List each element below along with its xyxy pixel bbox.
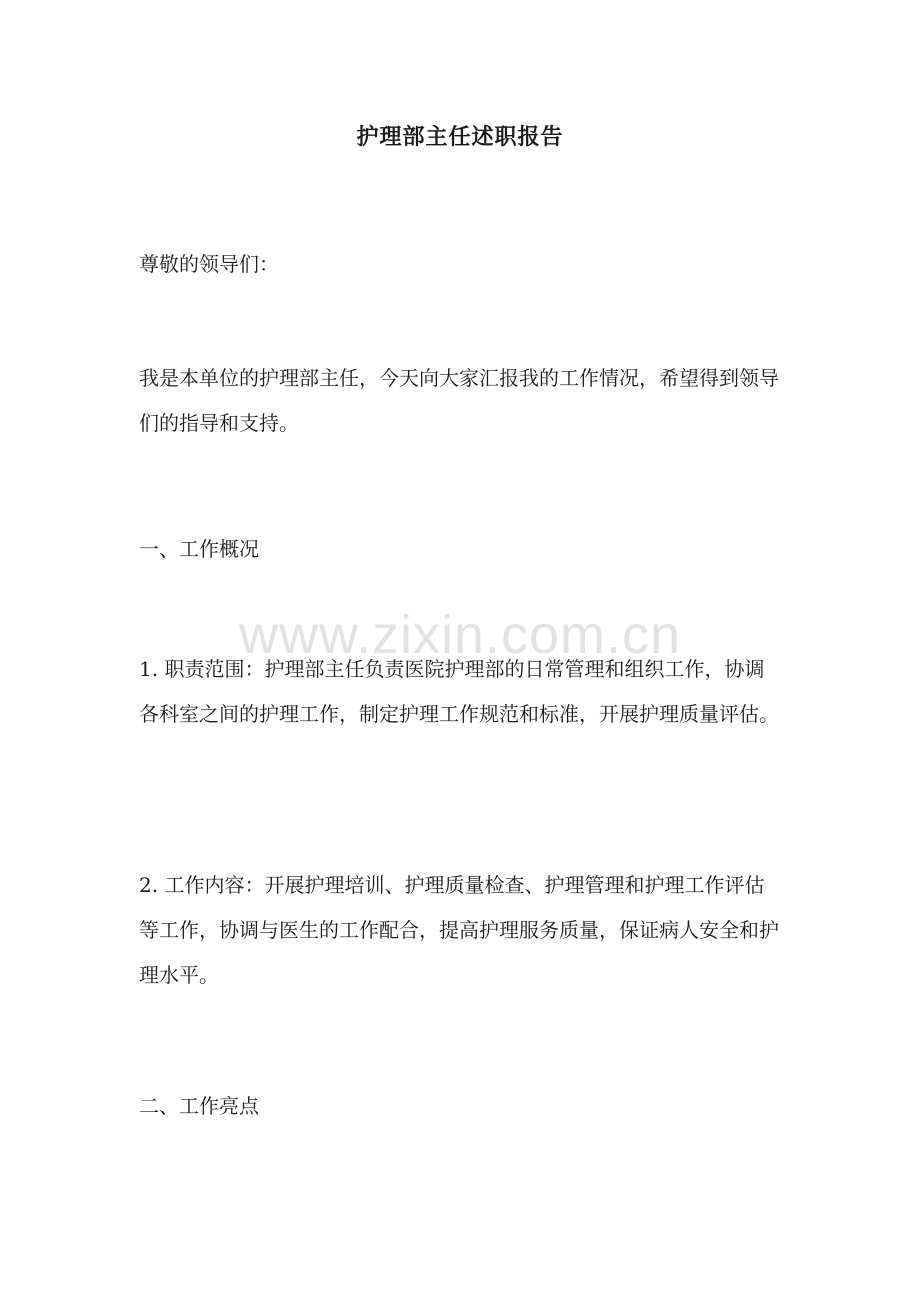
list-item-work-content: 2. 工作内容：开展护理培训、护理质量检查、护理管理和护理工作评估等工作，协调与医生的工作配合，提高护理服务质量，保证病人安全和护理水平。 <box>139 873 779 987</box>
watermark: www.zixin.com.cn <box>238 605 682 665</box>
section-heading-highlights: 二、工作亮点 <box>139 1094 259 1118</box>
section-heading-overview: 一、工作概况 <box>139 537 259 561</box>
intro-paragraph: 我是本单位的护理部主任，今天向大家汇报我的工作情况，希望得到领导们的指导和支持。 <box>139 366 779 435</box>
salutation: 尊敬的领导们： <box>139 252 279 276</box>
document-title: 护理部主任述职报告 <box>356 124 564 150</box>
list-item-responsibilities: 1. 职责范围：护理部主任负责医院护理部的日常管理和组织工作，协调各科室之间的护理工作，制定护理工作规范和标准，开展护理质量评估。 <box>139 657 779 726</box>
